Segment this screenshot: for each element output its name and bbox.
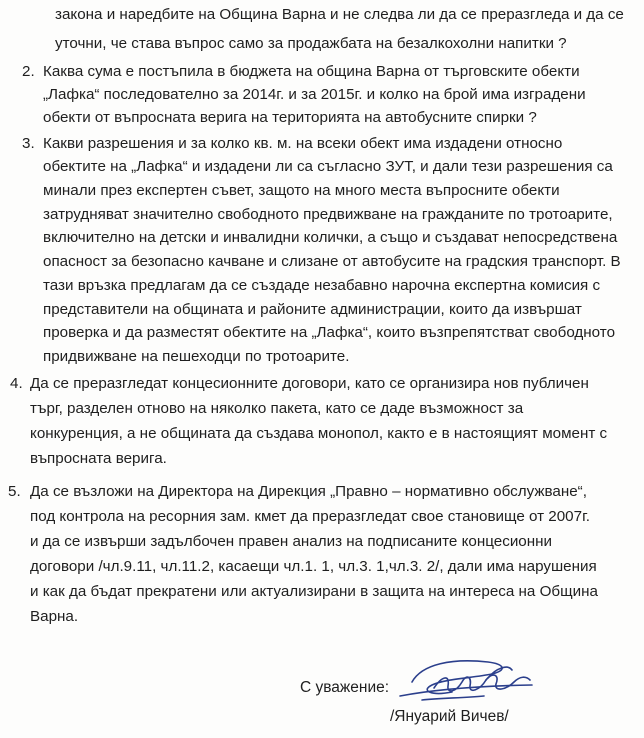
item-3-line-4: затрудняват значително свободното предвижване на гражданите по тротоарите, — [43, 206, 613, 223]
item-3-line-9: проверка и да разместят обектите на „Лафка“, които възпрепятстват свободното — [43, 324, 616, 341]
item-3-line-10: придвижване на пешеходци по тротоарите. — [43, 348, 350, 365]
intro-line-2: уточни, че става въпрос само за продажбата на безалкохолни напитки ? — [55, 35, 567, 52]
item-4-line-2: търг, разделен отново на няколко пакета, като се даде възможност за — [30, 400, 524, 417]
item-5-line-4: договори /чл.9.11, чл.11.2, касаещи чл.1. 1, чл.3. 1,чл.3. 2/, дали има нарушения — [30, 558, 597, 575]
item-5-line-5: и как да бъдат прекратени или актуализирани в защита на интереса на Община — [30, 583, 598, 600]
item-5-line-2: под контрола на ресорния зам. кмет да преразгледат свое становище от 2007г. — [30, 508, 590, 525]
handwritten-signature — [392, 652, 542, 712]
item-3-line-1: Какви разрешения и за колко кв. м. на всеки обект има издадени относно — [43, 135, 563, 152]
item-3-line-8: представители на общината и районите администрации, които да извършат — [43, 301, 582, 318]
closing-greeting: С уважение: — [300, 679, 390, 696]
item-3-line-2: обектите на „Лафка“ и издадени ли са съгласно ЗУТ, и дали тези разрешения са — [43, 158, 613, 175]
item-2-line-1: Каква сума е постъпила в бюджета на община Варна от търговските обекти — [43, 63, 580, 80]
item-4-line-4: въпросната верига. — [30, 450, 167, 467]
item-2-line-2: „Лафка“ последователно за 2014г. и за 2015г. и колко на брой има изградени — [43, 86, 586, 103]
item-5-line-1: Да се възложи на Директора на Дирекция „Правно – нормативно обслужване“, — [30, 483, 587, 500]
item-5-line-6: Варна. — [30, 608, 79, 625]
item-3-line-7: тази връзка предлагам да се създаде незабавно нарочна експертна комисия с — [43, 277, 601, 294]
item-5-line-3: и да се извърши задълбочен правен анализ на подписаните концесионни — [30, 533, 553, 550]
item-3-line-6: опасност за безопасно качване и слизане от автобусите на градския транспорт. В — [43, 253, 621, 270]
item-5-number: 5. — [8, 483, 21, 500]
item-3-number: 3. — [22, 135, 35, 152]
item-4-line-3: конкуренция, а не общината да създава монопол, както е в настоящият момент с — [30, 425, 608, 442]
item-3-line-5: включително на детски и инвалидни колички, а също и създават непосредствена — [43, 229, 618, 246]
item-2-line-3: обекти от въпросната верига на територията на автобусните спирки ? — [43, 109, 537, 126]
item-2-number: 2. — [22, 63, 35, 80]
intro-line-1: закона и наредбите на Община Варна и не следва ли да се преразгледа и да се — [55, 6, 624, 23]
signatory-name: /Януарий Вичев/ — [390, 708, 509, 725]
item-4-line-1: Да се преразгледат концесионните договори, като се организира нов публичен — [30, 375, 589, 392]
item-3-line-3: минали през експертен съвет, защото на много места въпросните обекти — [43, 182, 560, 199]
item-4-number: 4. — [10, 375, 23, 392]
